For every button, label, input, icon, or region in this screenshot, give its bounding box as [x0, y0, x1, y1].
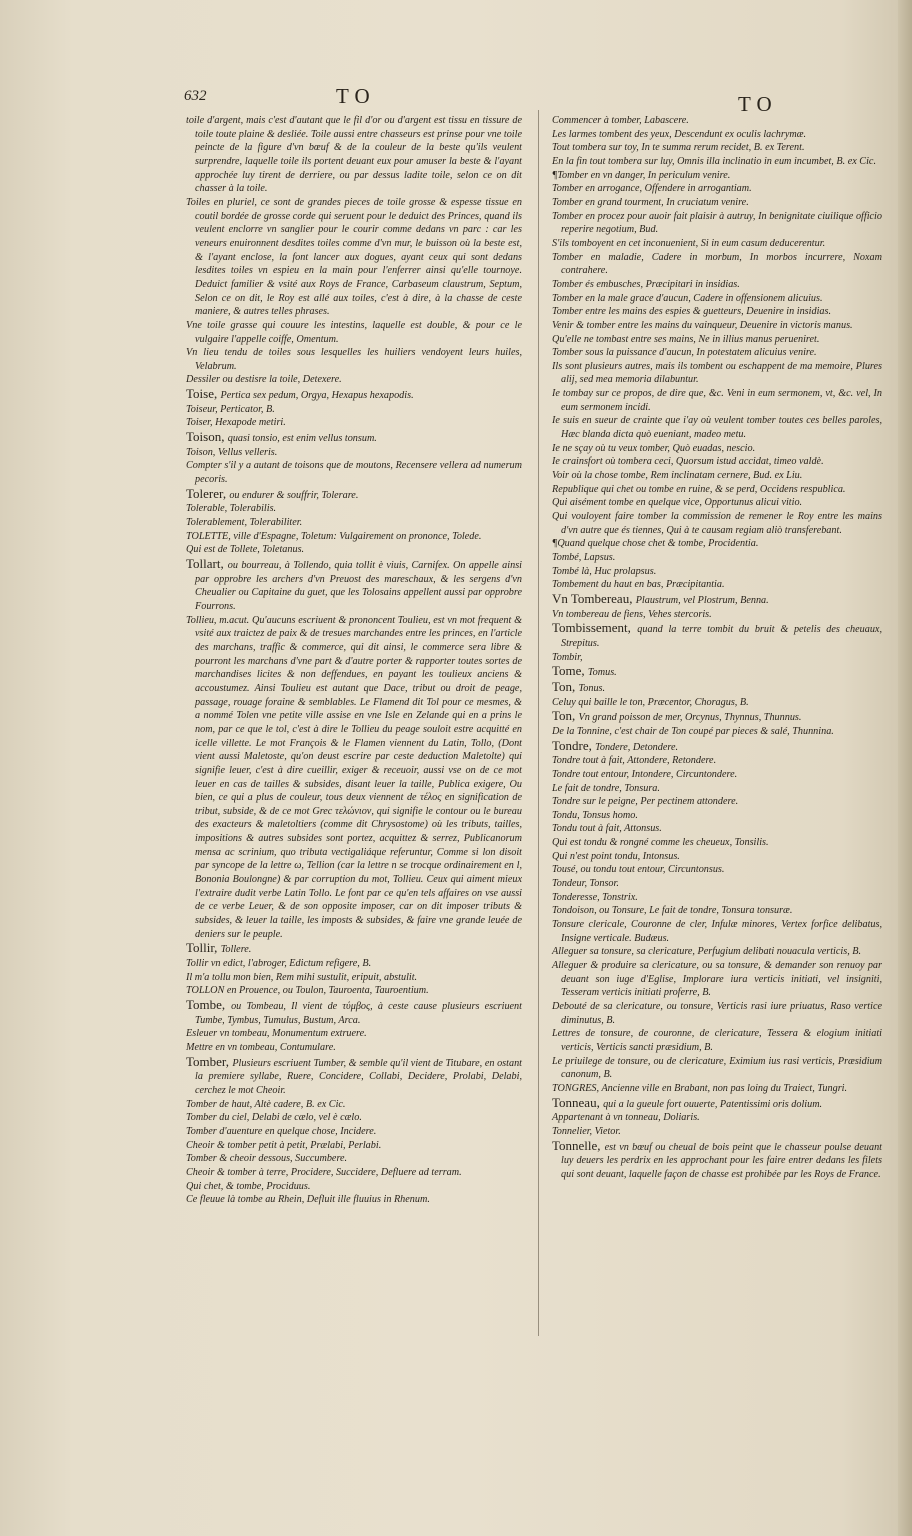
entry-headword: Tondre, [552, 737, 596, 753]
dictionary-entry [186, 459, 522, 486]
dictionary-entry [552, 278, 882, 292]
entry-text: Vn grand poisson de mer, Orcynus, Thynnus, Thunnus. [578, 712, 802, 724]
dictionary-entry [552, 292, 882, 306]
entry-text: Ie crainsfort où tombera ceci, Quorsum istud accidat, timeo valdè. [552, 456, 824, 468]
entry-text: Vn tombereau de fiens, Vehes stercoris. [552, 608, 712, 620]
dictionary-entry [552, 128, 882, 142]
entry-text: Tondere, Detondere. [595, 741, 679, 753]
entry-text: Qui aisément tombe en quelque vice, Opportunus alicui vitio. [552, 497, 803, 509]
entry-text: Ie suis en sueur de crainte que i'ay où veulent tomber toutes ces belles paroles, Hæc blanda dicta quò eueniant, madeo metu. [552, 415, 882, 441]
dictionary-entry [186, 1041, 522, 1055]
dictionary-entry [552, 1125, 882, 1139]
entry-text: Tonnelier, Vietor. [552, 1125, 621, 1137]
entry-text: ou bourreau, à Tollendo, quia tollit è viuis, Carnifex. On appelle ainsi par opprobre les archers d'vn Preuost des mareschaux, & les sergens d'vn Cheualier ou Capitaine du guet, que les Tolosains appellent aussi par opprobre Fourrons. [195, 560, 522, 612]
dictionary-entry [552, 510, 882, 537]
entry-headword: Tomber, [186, 1053, 233, 1069]
entry-text: Tonderesse, Tonstrix. [552, 891, 638, 903]
dictionary-entry [186, 941, 522, 957]
dictionary-entry [552, 754, 882, 768]
entry-text: Tomus. [587, 667, 617, 679]
entry-text: Tomber en maladie, Cadere in morbum, In morbos incurrere, Noxam contrahere. [552, 251, 882, 277]
dictionary-entry [186, 346, 522, 373]
entry-text: Tombé, Lapsus. [552, 552, 616, 563]
dictionary-entry [186, 516, 522, 530]
dictionary-entry [186, 984, 522, 998]
dictionary-entry [552, 169, 882, 183]
entry-text: Toiseur, Perticator, B. [186, 403, 275, 415]
entry-text: Celuy qui baille le ton, Præcentor, Choragus, B. [552, 696, 749, 708]
entry-text: Les larmes tombent des yeux, Descendunt ex oculis lachrymæ. [552, 128, 807, 140]
dictionary-entry [186, 416, 522, 430]
entry-text: Tout tombera sur toy, In te summa rerum recidet, B. ex Terent. [552, 142, 805, 154]
dictionary-entry [186, 1180, 522, 1194]
dictionary-entry [552, 863, 882, 877]
entry-text: Vne toile grasse qui couure les intestins, laquelle est double, & pour ce le vulgaire l'appelle coiffe, Omentum. [186, 319, 522, 345]
entry-text: Tomber és embusches, Præcipitari in insidias. [552, 278, 740, 290]
dictionary-entry [186, 196, 522, 319]
dictionary-entry [186, 530, 522, 544]
entry-text: quand la terre tombit du bruit & petelis des cheuaux, Strepitus. [561, 624, 882, 649]
entry-text: Tollir vn edict, l'abroger, Edictum refigere, B. [186, 958, 372, 970]
entry-headword: Tombe, [186, 997, 232, 1012]
entry-text: Tomber en procez pour auoir fait plaisir à autruy, In benignitate ciuilique officio reperire negotium, Bud. [552, 210, 882, 236]
entry-text: Tondre tout à fait, Attondere, Retondere. [552, 755, 717, 767]
page-edge [898, 0, 912, 1536]
entry-text: Toison, Vellus velleris. [186, 446, 278, 458]
dictionary-entry [186, 1027, 522, 1041]
dictionary-entry [186, 387, 522, 403]
dictionary-entry [186, 557, 522, 614]
entry-text: Republique qui chet ou tombe en ruine, & se perd, Occidens respublica. [552, 483, 846, 495]
entry-text: Voir où la chose tombe, Rem inclinatam cernere, Bud. ex Liu. [552, 470, 803, 482]
dictionary-entry [552, 182, 882, 196]
entry-text: Cheoir & tomber petit à petit, Prælabi, Perlabi. [186, 1139, 382, 1151]
dictionary-entry [552, 551, 882, 565]
dictionary-entry [552, 251, 882, 278]
entry-text: Pertica sex pedum, Orgya, Hexapus hexapodis. [220, 390, 414, 402]
dictionary-entry [552, 680, 882, 696]
dictionary-entry [552, 592, 882, 608]
dictionary-entry [552, 945, 882, 959]
dictionary-entry [552, 442, 882, 456]
entry-text: Tomber en grand tourment, In cruciatum venire. [552, 196, 749, 208]
entry-text: ou Tombeau, Il vient de τύμβος, à ceste cause plusieurs escriuent Tumbe, Tymbus, Tumulus, Bustum, Arca. [195, 1001, 522, 1026]
entry-text: Tonsure clericale, Couronne de cler, Infulæ minores, Vertex forfice delibatus, Insigne verticale. Budæus. [552, 919, 882, 944]
entry-text: Tomber du ciel, Delabi de cælo, vel è cælo. [186, 1112, 362, 1124]
entry-text: Tondre tout entour, Intondere, Circuntondere. [552, 768, 738, 780]
entry-headword: Tonneau, [552, 1094, 604, 1110]
dictionary-entry [552, 877, 882, 891]
entry-text: Tomber entre les mains des espies & guetteurs, Deuenire in insidias. [552, 306, 832, 318]
entry-headword: Tollir, [186, 940, 221, 956]
dictionary-entry [552, 1027, 882, 1054]
dictionary-entry [552, 918, 882, 945]
page-header [0, 84, 912, 116]
dictionary-entry [552, 696, 882, 710]
entry-text: Tombir, [552, 651, 583, 663]
dictionary-entry [552, 809, 882, 823]
entry-text: En la fin tout tombera sur luy, Omnis illa inclinatio in eum incumbet, B. ex Cic. [552, 155, 876, 167]
dictionary-entry [186, 373, 522, 387]
dictionary-entry [552, 1111, 882, 1125]
dictionary-entry [552, 1096, 882, 1112]
entry-text: Tombement du haut en bas, Præcipitantia. [552, 579, 725, 591]
entry-text: Alleguer sa tonsure, sa clericature, Perfugium delibati nouacula verticis, B. [552, 946, 862, 958]
entry-text: Tomber en arrogance, Offendere in arrogantiam. [552, 183, 752, 195]
entry-text: toile d'argent, mais c'est d'autant que le fil d'or ou d'argent est tissu en tissure de toile toute plaine & desliée. Toile aussi entre chasseurs est prinse pour vne toile peincte de la figure d'vn bœuf & de la couleur de la beste qu'ils veulent surprendre, laquelle toile ils portent deuant eux pour amuser la beste & l'ayant approchée luy tirent de derriere, ou par dessus ladite toile, selon ce on dit chasser à la toile. [186, 115, 522, 195]
entry-text: Venir & tomber entre les mains du vainqueur, Deuenire in victoris manus. [552, 319, 853, 331]
entry-text: Alleguer & produire sa clericature, ou sa tonsure, & demander son renuoy par deuant son iuge d'Eglise, Implorare iura verticis initiati, vel insigniti, Tesseram verticis initiati proferre, B. [552, 960, 882, 999]
entry-headword: Tolerer, [186, 485, 230, 501]
entry-text: Tolerable, Tolerabilis. [186, 503, 277, 515]
entry-text: Commencer à tomber, Labascere. [552, 115, 689, 126]
entry-text: Tolerablement, Tolerabiliter. [186, 517, 303, 529]
entry-headword: Tome, [552, 663, 588, 679]
dictionary-entry [552, 196, 882, 210]
entry-text: TONGRES, Ancienne ville en Brabant, non pas loing du Traiect, Tungri. [552, 1082, 848, 1094]
right-column [552, 114, 882, 1182]
entry-text: Tonus. [578, 682, 606, 694]
dictionary-entry [186, 1125, 522, 1139]
entry-text: Plaustrum, vel Plostrum, Benna. [635, 594, 769, 606]
entry-text: TOLETTE, ville d'Espagne, Toletum: Vulgairement on prononce, Tolede. [186, 530, 482, 542]
dictionary-entry [552, 1139, 882, 1182]
dictionary-entry [552, 305, 882, 319]
dictionary-entry [552, 664, 882, 680]
dictionary-entry [552, 141, 882, 155]
entry-text: Appartenant à vn tonneau, Doliaris. [552, 1112, 700, 1124]
dictionary-entry [552, 387, 882, 414]
dictionary-entry [552, 414, 882, 441]
entry-text: Debouté de sa clericature, ou tonsure, Verticis rasi iure priuatus, Raso vertice diminutus, B. [552, 1001, 882, 1026]
dictionary-entry [552, 1082, 882, 1096]
dictionary-entry [186, 1152, 522, 1166]
dictionary-entry [552, 850, 882, 864]
dictionary-entry [552, 1000, 882, 1027]
entry-text: Tollieu, m.acut. Qu'aucuns escriuent & prononcent Toulieu, est vn mot frequent & vsité aux traictez de paix & de tresues marchandes entre les princes, en l'article des marchans, traffic & commerce, qui dit ainsi, le commerce sera libre & pourront les marchans d'vne part & d'autre porter & rapporter toutes sortes de marchandises licites & non deffendues, en payant les toulieux anciens & accoustumez. Ainsi Toulieu est autant que Dace, tribut ou droit de peage, passage, rouage foraine & semblables. Le Flamend dit Tol pour ce mesmes, & a nommé Tolen vne petite ville assise en vne Isle en Zelande qui en a prins le nom, par ce que le tol, c'est à dire le Tollieu du peage souloit estre acquitté en icelle villette. Le mot François & le Flamen viennent du Latin, Tollo, (Dont vient aussi Maletoste, qu'on deust escrire par ceste deduction Maletolte) qui signifie leuer, c'est à dire cueillir, exiger & receuoir, aussi vse on de ce mot leuer en cas de tailles & subsides, disant leuer la taille, Publica exigere, Ou bien, ce qui a plus de couleur, tous deux viennent de τέλος en signification de tribut, subside, & de ce mot Grec τελώνιον, qui signifie le contour ou le bureau des exacteurs & maletoltiers (comme dit Chrysostome) où les tributs, tailles, impositions & autres subsides sont portez, acquittez & serrez, Publicanorum mensa ac scrinium, quo tributa vectigaliáque referuntur, Comme si lon disoit par syncope de la lettre ω, Tellion (car la lettre n se trocque ordinairement en l, Bononia Boulongne) & par corruption du mot, Tollieu. Ceux qui aiment mieux l'extraire dudit verbe Latin Tollo. Le font par ce qu'en tels affaires on vse aussi de ce verbe Leuer, & de son opposite imposer, car on dit imposer tributs & subsides, & leuer la taille, les imposts & subsides, & faire vne grande leuée de deniers sur le peuple. [186, 614, 522, 940]
dictionary-entry [552, 483, 882, 497]
dictionary-entry [552, 608, 882, 622]
entry-text: Tomber d'auenture en quelque chose, Incidere. [186, 1125, 377, 1137]
entry-text: Qui est tondu & rongné comme les cheueux, Tonsilis. [552, 837, 769, 849]
entry-text: ¶Tomber en vn danger, In periculum venire. [552, 169, 731, 181]
entry-text: Qu'elle ne tombast entre ses mains, Ne in illius manus perueniret. [552, 333, 820, 345]
entry-text: Mettre en vn tombeau, Contumulare. [186, 1041, 336, 1053]
entry-text: Compter s'il y a autant de toisons que de moutons, Recensere vellera ad numerum pecoris. [186, 460, 522, 486]
dictionary-entry [186, 502, 522, 516]
entry-text: est vn bœuf ou cheual de bois peint que le chasseur poulse deuant luy deuers les perdrix en les approchant pour les faire entrer dedans les filets qui sont deuant, laquelle façon de chasse est prohibée par les Roys de France. [561, 1141, 883, 1180]
entry-text: Tomber de haut, Altè cadere, B. ex Cic. [186, 1098, 346, 1110]
entry-text: Qui est de Tollete, Toletanus. [186, 544, 305, 556]
entry-text: Tomber & cheoir dessous, Succumbere. [186, 1153, 348, 1165]
running-head-left: TO [336, 84, 376, 108]
dictionary-entry [186, 319, 522, 346]
dictionary-entry [186, 487, 522, 503]
entry-text: ou endurer & souffrir, Tolerare. [229, 489, 359, 501]
dictionary-entry [186, 403, 522, 417]
dictionary-entry [186, 1055, 522, 1098]
entry-text: Toiser, Hexapode metiri. [186, 417, 286, 429]
dictionary-entry [552, 836, 882, 850]
entry-headword: Tollart, [186, 556, 228, 571]
running-head-right: TO [738, 92, 778, 116]
entry-text: Le priuilege de tonsure, ou de clericature, Eximium ius rasi verticis, Præsidium canonum, B. [552, 1055, 882, 1081]
entry-text: Tombé là, Huc prolapsus. [552, 565, 657, 577]
entry-text: Tondre sur le peigne, Per pectinem attondere. [552, 796, 739, 808]
dictionary-entry [552, 795, 882, 809]
entry-text: Tondeur, Tonsor. [552, 878, 619, 890]
dictionary-entry [552, 114, 882, 128]
entry-text: Tondu, Tonsus homo. [552, 809, 638, 821]
entry-text: Tomber en la male grace d'aucun, Cadere in offensionem alicuius. [552, 292, 823, 304]
entry-text: Cheoir & tomber à terre, Procidere, Succidere, Defluere ad terram. [186, 1166, 462, 1178]
dictionary-entry [552, 768, 882, 782]
dictionary-entry [552, 537, 882, 551]
dictionary-entry [552, 782, 882, 796]
entry-text: Toiles en pluriel, ce sont de grandes pieces de toile grosse & espesse tissue en coutil bordée de grosse corde qui seruent pour le deduict des Princes, quand ils veulent enclorre vn sanglier pour le courir comme dedans vn parc : car les veneurs enuironnent desdites toiles comme d'vn mur, le buisson où la beste est, & l'ayant enclose, la font lancer aux dogues, ayant ceux qui sont dedans lesdites toiles vn espieu en la main pour l'enferrer ainsi qu'elle tournoye. Deduict familier & vsité aux Roys de France, Carbaseum claustrum, Septum, Selon ce on dit, le Roy est allé aux toiles, c'est à dire, à la chasse de ceste maniere, & autres telles phrases. [186, 196, 522, 318]
dictionary-entry [552, 346, 882, 360]
dictionary-entry [552, 904, 882, 918]
entry-text: Qui chet, & tombe, Prociduus. [186, 1180, 311, 1192]
dictionary-entry [552, 891, 882, 905]
entry-text: Qui vouloyent faire tomber la commission de remener le Roy entre les mains d'vn autre que és tiennes, Qui à te causam regiam aliò transferebant. [552, 511, 882, 536]
dictionary-entry [552, 725, 882, 739]
entry-text: quasi tonsio, est enim vellus tonsum. [227, 433, 377, 445]
dictionary-entry [552, 360, 882, 387]
entry-headword: Ton, [552, 708, 579, 724]
entry-text: S'ils tomboyent en cet inconuenient, Si in eum casum deducerentur. [552, 237, 826, 249]
dictionary-entry [186, 1193, 522, 1207]
dictionary-entry [186, 1166, 522, 1180]
dictionary-entry [186, 446, 522, 460]
entry-text: Tousé, ou tondu tout entour, Circuntonsus. [552, 864, 725, 876]
entry-headword: Toison, [186, 429, 228, 445]
column-divider [538, 110, 539, 1336]
entry-headword: Tonnelle, [552, 1137, 605, 1153]
entry-text: Le fait de tondre, Tonsura. [552, 782, 660, 794]
dictionary-entry [186, 1098, 522, 1112]
entry-headword: Ton, [552, 678, 579, 694]
entry-text: Qui n'est point tondu, Intonsus. [552, 850, 680, 862]
dictionary-entry [186, 1111, 522, 1125]
entry-headword: Vn Tombereau, [552, 590, 636, 606]
dictionary-entry [186, 114, 522, 196]
entry-text: ¶Quand quelque chose chet & tombe, Procidentia. [552, 538, 759, 550]
dictionary-entry [552, 565, 882, 579]
left-column [186, 114, 522, 1207]
dictionary-entry [552, 578, 882, 592]
entry-text: Plusieurs escriuent Tumber, & semble qu'il vient de Titubare, en ostant la premiere syllabe, Ruere, Concidere, Collabi, Decidere, Prolabi, Delabi, cerchez le mot Cheoir. [195, 1057, 522, 1096]
page-number: 632 [184, 88, 207, 104]
dictionary-entry [552, 709, 882, 725]
entry-text: Esleuer vn tombeau, Monumentum extruere. [186, 1028, 367, 1040]
dictionary-entry [186, 430, 522, 446]
dictionary-entry [552, 651, 882, 665]
entry-text: Il m'a tollu mon bien, Rem mihi sustulit, eripuit, abstulit. [186, 971, 418, 983]
dictionary-entry [186, 998, 522, 1027]
dictionary-entry [552, 1055, 882, 1082]
entry-text: Ce fleuue là tombe au Rhein, Defluit ille fluuius in Rhenum. [186, 1194, 430, 1206]
dictionary-entry [552, 155, 882, 169]
dictionary-entry [186, 1139, 522, 1153]
entry-text: Ie tombay sur ce propos, de dire que, &c. Veni in eum sermonem, vt, &c. vel, In eum sermonem incidi. [552, 388, 882, 413]
entry-text: Ils sont plusieurs autres, mais ils tombent ou eschappent de ma memoire, Plures alij, sed mea memoria dilabuntur. [552, 360, 882, 386]
dictionary-entry [552, 469, 882, 483]
dictionary-entry [186, 957, 522, 971]
dictionary-entry [552, 210, 882, 237]
entry-text: Vn lieu tendu de toiles sous lesquelles les huiliers vendoyent leurs huiles, Velabrum. [186, 347, 522, 372]
entry-text: Tondoison, ou Tonsure, Le fait de tondre, Tonsura tonsuræ. [552, 905, 793, 917]
entry-text: TOLLON en Prouence, ou Toulon, Tauroenta, Tauroentium. [186, 985, 429, 997]
entry-text: Ie ne sçay où tu veux tomber, Quò euadas, nescio. [552, 442, 756, 454]
entry-headword: Tombissement, [552, 620, 638, 636]
dictionary-entry [552, 959, 882, 1000]
entry-text: qui a la gueule fort ouuerte, Patentissimi oris dolium. [603, 1098, 823, 1110]
dictionary-entry [186, 543, 522, 557]
dictionary-entry [552, 455, 882, 469]
dictionary-entry [552, 621, 882, 650]
entry-text: Tollere. [220, 944, 252, 956]
dictionary-entry [552, 822, 882, 836]
dictionary-entry [186, 614, 522, 942]
dictionary-entry [552, 319, 882, 333]
entry-text: Tomber sous la puissance d'aucun, In potestatem alicuius venire. [552, 347, 817, 359]
entry-text: Lettres de tonsure, de couronne, de clericature, Tessera & elogium initiati verticis, Verticis sancti præsidium, B. [552, 1028, 882, 1053]
entry-headword: Toise, [186, 386, 221, 402]
dictionary-entry [552, 739, 882, 755]
dictionary-entry [552, 237, 882, 251]
entry-text: De la Tonnine, c'est chair de Ton coupé par pieces & salé, Thunnina. [552, 725, 834, 737]
entry-text: Tondu tout à fait, Attonsus. [552, 823, 662, 835]
dictionary-entry [552, 496, 882, 510]
dictionary-entry [186, 971, 522, 985]
entry-text: Dessiler ou destisre la toile, Detexere. [186, 374, 342, 386]
dictionary-entry [552, 333, 882, 347]
